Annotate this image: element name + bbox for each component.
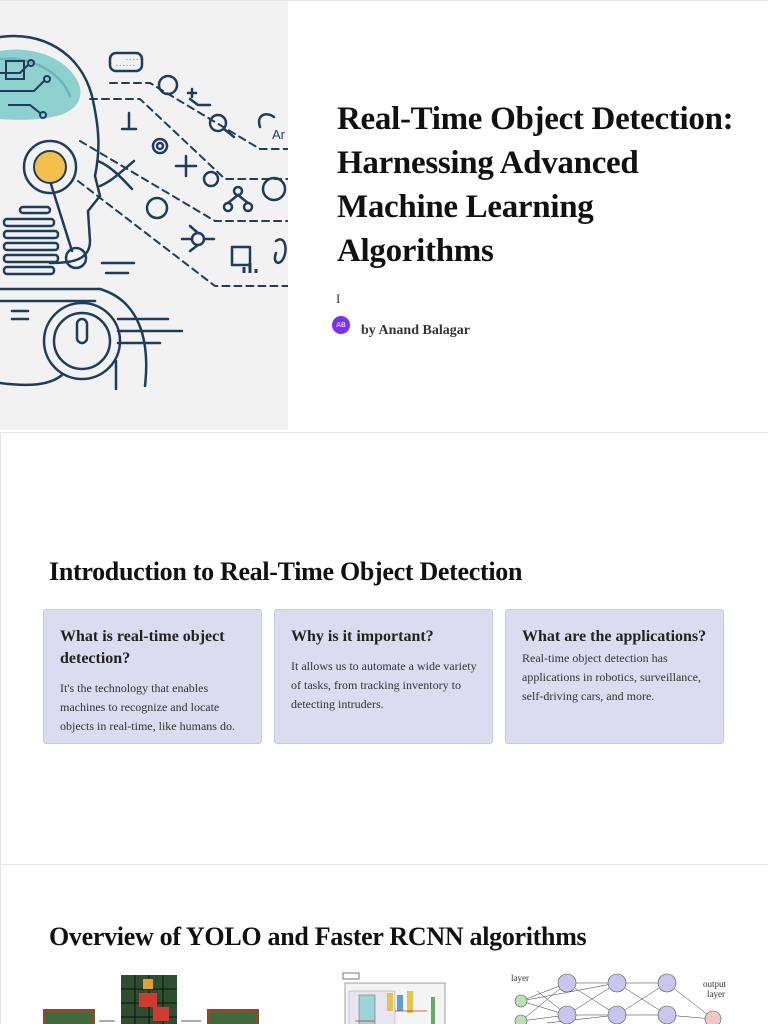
avatar: AB bbox=[332, 316, 350, 334]
slide-title: Introduction to Real-Time Object Detection bbox=[49, 557, 523, 586]
card-heading: What are the applications? bbox=[522, 628, 707, 645]
art-text: Ar bbox=[272, 127, 285, 142]
yolo-grid-image bbox=[43, 971, 273, 1024]
card-body: It's the technology that enables machines to recognize and locate objects in real-time, like humans do. bbox=[60, 681, 235, 733]
text-cursor: I bbox=[336, 291, 341, 306]
title-slide bbox=[0, 0, 768, 433]
overview-slide bbox=[0, 864, 768, 1024]
presentation-title: Real-Time Object Detection: Harnessing Advanced Machine Learning Algorithms bbox=[337, 101, 734, 269]
bubble-text: - - - - - bbox=[126, 57, 142, 63]
nn-output-label: layer bbox=[707, 989, 725, 999]
faster-rcnn-diagram bbox=[335, 971, 450, 1024]
bubble-text: - - - - - - bbox=[116, 63, 135, 69]
card-body: Real-time object detection has applications in robotics, surveillance, self-driving cars, and more. bbox=[522, 651, 701, 703]
neural-network-illustration bbox=[507, 971, 733, 1024]
rcnn-architecture-illustration bbox=[335, 971, 450, 1024]
author-name: by Anand Balagar bbox=[361, 323, 470, 338]
yolo-detection-illustration bbox=[43, 971, 273, 1024]
nn-layer-label: layer bbox=[511, 973, 529, 983]
robot-head-icon bbox=[0, 1, 288, 430]
neural-network-diagram bbox=[507, 971, 733, 1024]
card-heading: What is real-time object detection? bbox=[60, 628, 225, 667]
card-body: It allows us to automate a wide variety of tasks, from tracking inventory to detecting intruders. bbox=[291, 659, 477, 711]
card-applications bbox=[505, 609, 724, 744]
slide-title: Overview of YOLO and Faster RCNN algorithms bbox=[49, 922, 587, 951]
nn-output-label: output bbox=[703, 979, 727, 989]
card-heading: Why is it important? bbox=[291, 628, 434, 645]
robot-ai-illustration bbox=[0, 1, 288, 430]
card-what-is bbox=[43, 609, 262, 744]
introduction-slide bbox=[0, 432, 768, 864]
card-why-important bbox=[274, 609, 493, 744]
